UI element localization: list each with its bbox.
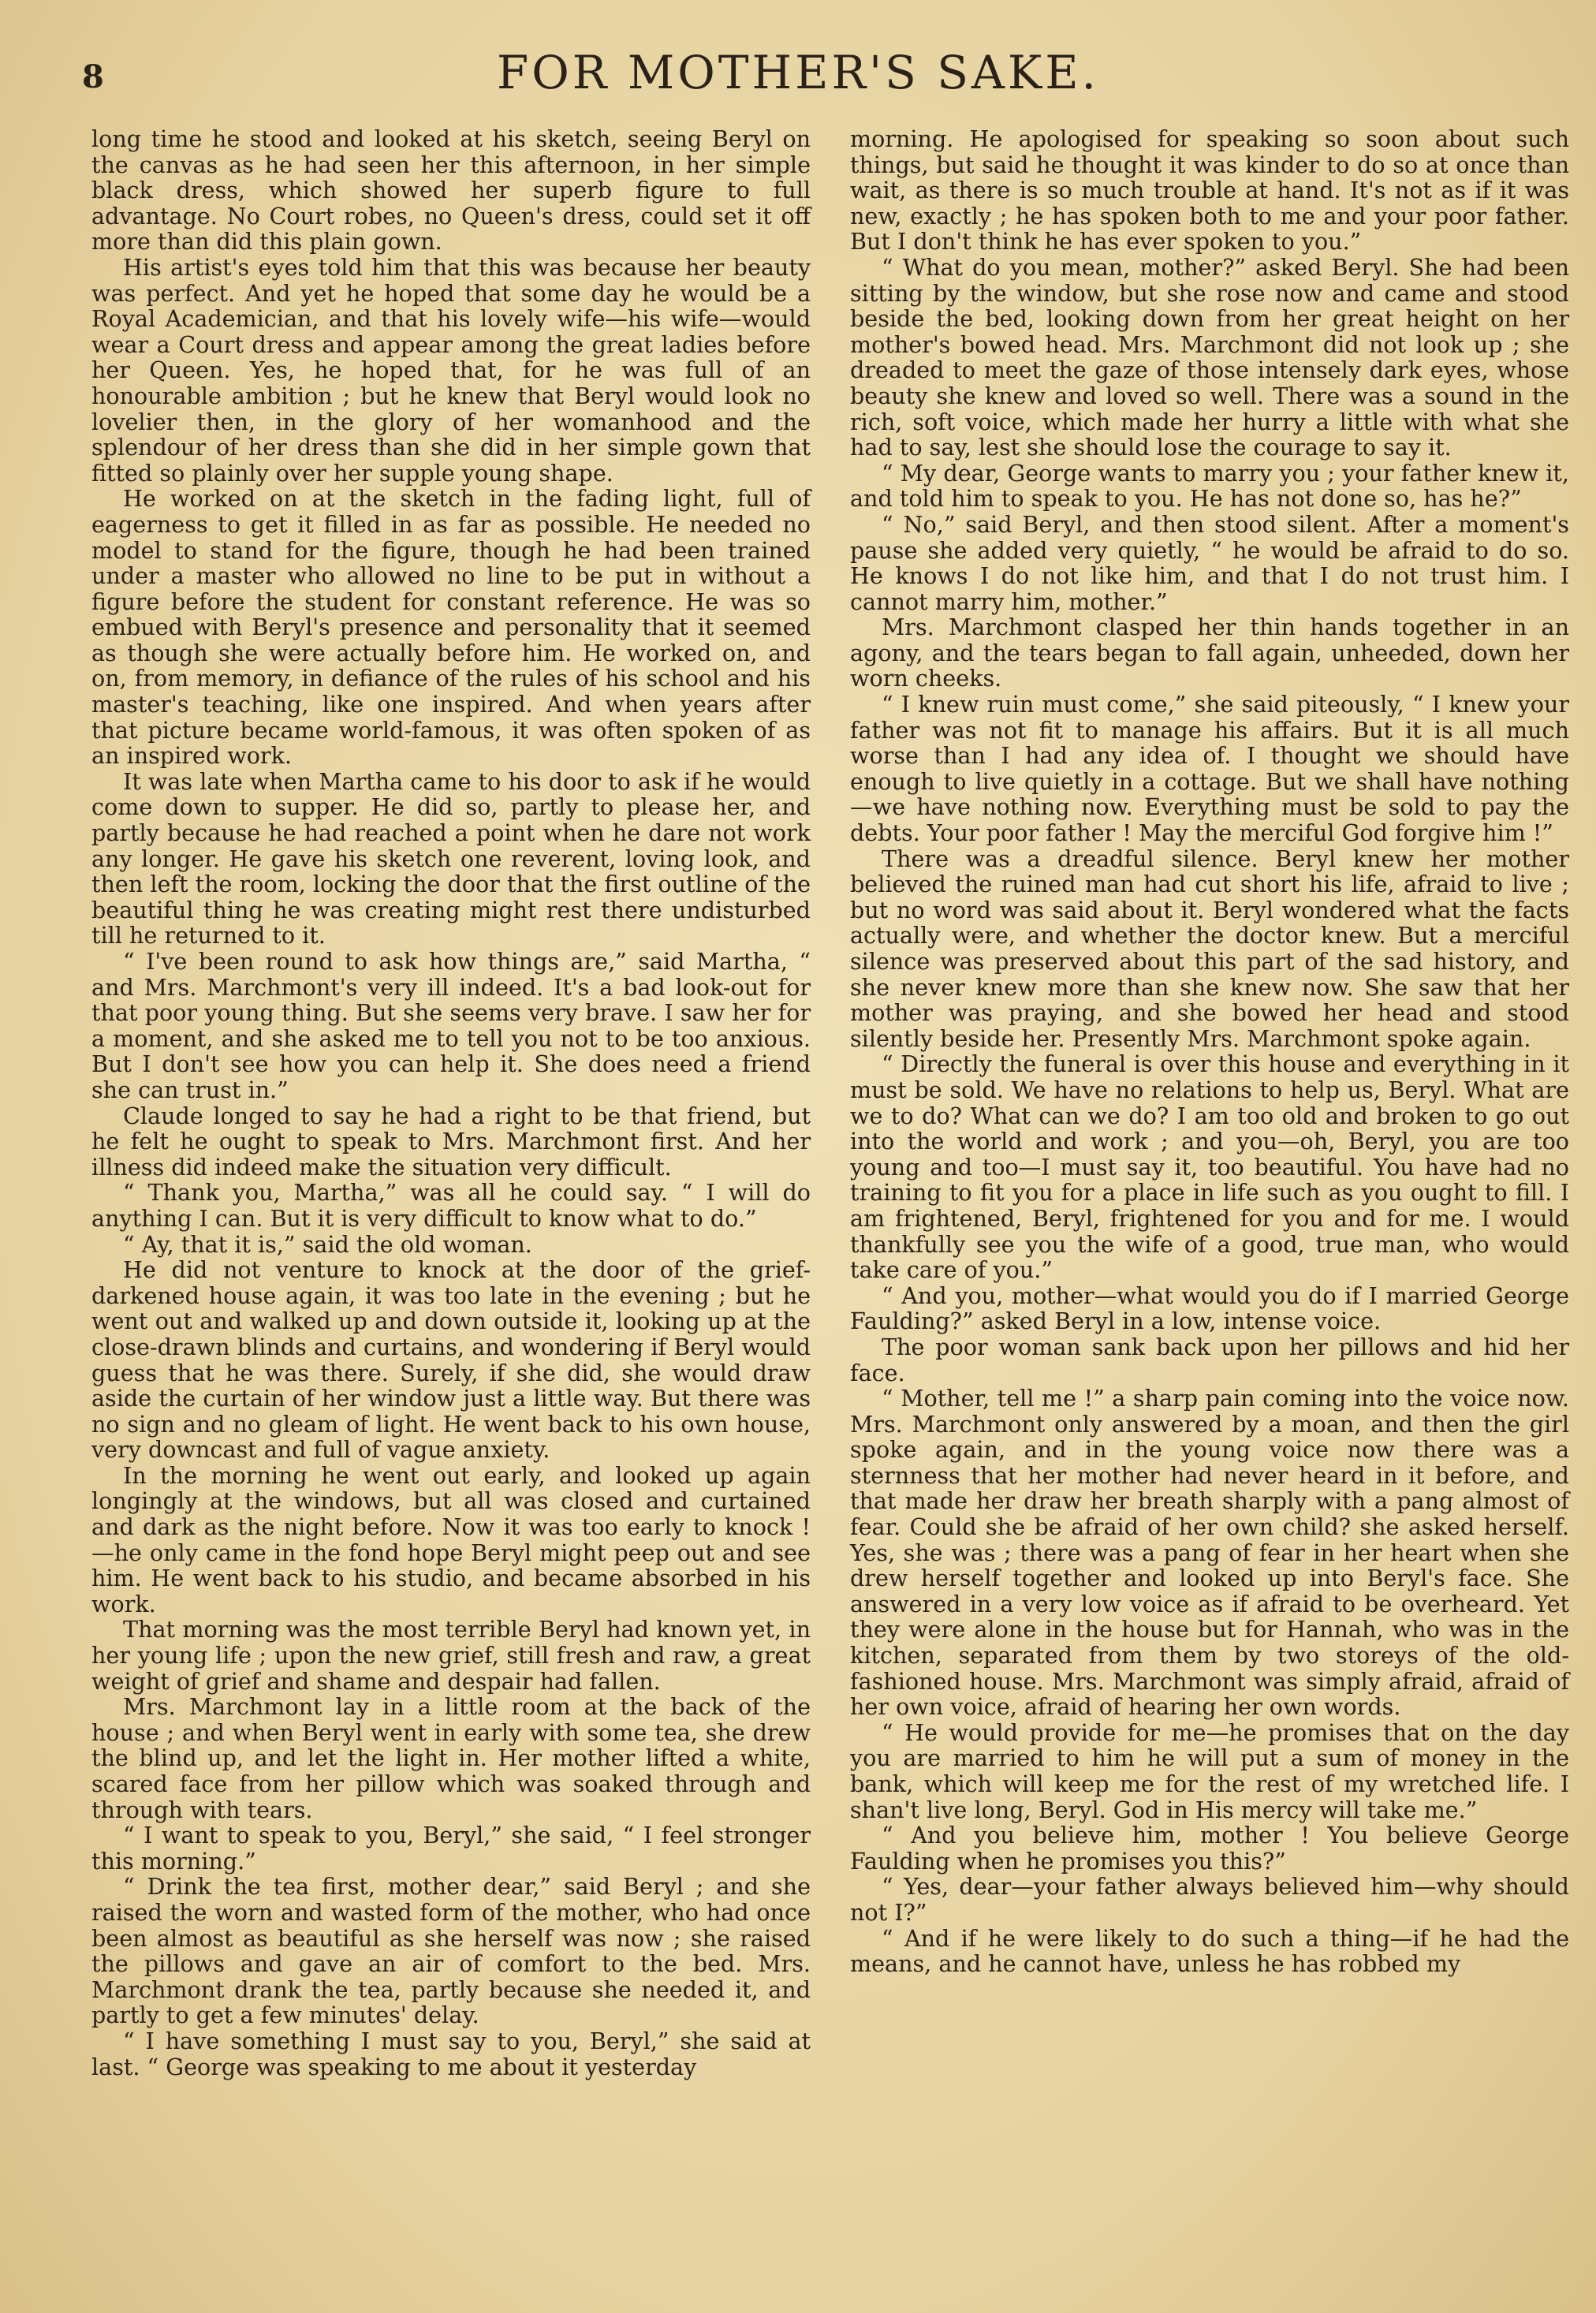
paragraph: It was late when Martha came to his door to ask if he would come down to supper. He did so, partly to please her, and partly because he had reached a point when he dare not work any longer. He gave his sketch one reverent, loving look, and then left the room, locking the door that the first outline of the beautiful thing he was creating might rest there undisturbed till he returned to it. bbox=[91, 767, 811, 949]
paragraph: “ No,” said Beryl, and then stood silent. After a moment's pause she added very quietly, “ he would be afraid to do so. He knows I do not like him, and that I do not trust him. I cannot marry him, mother.” bbox=[850, 510, 1569, 615]
paragraph: Mrs. Marchmont lay in a little room at the back of the house ; and when Beryl went in early with some tea, she drew the blind up, and let the light in. Her mother lifted a white, scared face from her pillow which was soaked through and through with tears. bbox=[91, 1693, 811, 1823]
paragraph: “ Mother, tell me !” a sharp pain coming into the voice now. Mrs. Marchmont only answered by a moan, and then the girl spoke again, and in the young voice now there was a sternness that her mother had never heard in it before, and that made her draw her breath sharply with a pang almost of fear. Could she be afraid of her own child? she asked herself. Yes, she was ; there was a pang of fear in her heart when she drew herself together and looked up into Beryl's face. She answered in a very low voice as if afraid to be overheard. Yet they were alone in the house but for Hannah, who was in the kitchen, separated from them by two storeys of the old-fashioned house. Mrs. Marchmont was simply afraid, afraid of her own voice, afraid of hearing her own words. bbox=[850, 1385, 1569, 1721]
paragraph: “ I knew ruin must come,” she said piteously, “ I knew your father was not fit to manage his affairs. But it is all much worse than I had any idea of. I thought we should have enough to live quietly in a cottage. But we shall have nothing—we have nothing now. Everything must be sold to pay the debts. Your poor father ! May the merciful God forgive him !” bbox=[850, 691, 1569, 847]
paragraph: “ I want to speak to you, Beryl,” she said, “ I feel stronger this morning.” bbox=[91, 1822, 811, 1875]
paragraph: Mrs. Marchmont clasped her thin hands together in an agony, and the tears began to fall again, unheeded, down her worn cheeks. bbox=[850, 614, 1569, 692]
paragraph: “ Directly the funeral is over this house and everything in it must be sold. We have no relations to help us, Beryl. What are we to do? What can we do? I am too old and broken to go out into the world and work ; and you—oh, Beryl, you are too young and too—I must say it, too beautiful. You have had no training to fit you for a place in life such as you ought to fill. I am frightened, Beryl, frightened for you and for me. I would thankfully see you the wife of a good, true man, who would take care of you.” bbox=[850, 1050, 1569, 1284]
paragraph: There was a dreadful silence. Beryl knew her mother believed the ruined man had cut short his life, afraid to live ; but no word was said about it. Beryl wondered what the facts actually were, and whether the doctor knew. But a merciful silence was preserved about this part of the sad history, and she never knew more than she knew now. She saw that her mother was praying, and she bowed her head and stood silently beside her. Presently Mrs. Marchmont spoke again. bbox=[850, 845, 1569, 1052]
paragraph: He did not venture to knock at the door of the grief-darkened house again, it was too late in the evening ; but he went out and walked up and down outside it, looking up at the close-drawn blinds and curtains, and wondering if Beryl would guess that he was there. Surely, if she did, she would draw aside the curtain of her window just a little way. But there was no sign and no gleam of light. He went back to his own house, very downcast and full of vague anxiety. bbox=[91, 1256, 811, 1464]
text-column-right bbox=[850, 126, 1569, 1977]
paragraph: He worked on at the sketch in the fading light, full of eagerness to get it filled in as far as possible. He needed no model to stand for the figure, though he had been trained under a master who allowed no line to be put in without a figure before the student for constant reference. He was so embued with Beryl's presence and personality that it seemed as though she were actually before him. He worked on, and on, from memory, in defiance of the rules of his school and his master's teaching, like one inspired. And when years after that picture became world-famous, it was often spoken of as an inspired work. bbox=[91, 485, 811, 770]
paragraph: “ Drink the tea first, mother dear,” said Beryl ; and she raised the worn and wasted form of the mother, who had once been almost as beautiful as she herself was now ; she raised the pillows and gave an air of comfort to the bed. Mrs. Marchmont drank the tea, partly because she needed it, and partly to get a few minutes' delay. bbox=[91, 1873, 811, 2029]
paragraph: His artist's eyes told him that this was because her beauty was perfect. And yet he hoped that some day he would be a Royal Academician, and that his lovely wife—his wife—would wear a Court dress and appear among the great ladies before her Queen. Yes, he hoped that, for he was full of an honourable ambition ; but he knew that Beryl would look no lovelier then, in the glory of her womanhood and the splendour of her dress than she did in her simple gown that fitted so plainly over her supple young shape. bbox=[91, 253, 811, 487]
paragraph: “ Yes, dear—your father always believed him—why should not I?” bbox=[850, 1873, 1569, 1926]
paragraph: “ I have something I must say to you, Beryl,” she said at last. “ George was speaking to me about it yesterday bbox=[91, 2027, 811, 2080]
paragraph: Claude longed to say he had a right to be that friend, but he felt he ought to speak to Mrs. Marchmont first. And her illness did indeed make the situation very difficult. bbox=[91, 1102, 811, 1181]
paragraph: That morning was the most terrible Beryl had known yet, in her young life ; upon the new grief, still fresh and raw, a great weight of grief and shame and despair had fallen. bbox=[91, 1616, 811, 1695]
paragraph: “ And you believe him, mother ! You believe George Faulding when he promises you this?” bbox=[850, 1822, 1569, 1875]
paragraph: “ Ay, that it is,” said the old woman. bbox=[123, 1230, 532, 1258]
paragraph: “ My dear, George wants to marry you ; your father knew it, and told him to speak to you. He has not done so, has he?” bbox=[850, 459, 1569, 513]
paragraph: The poor woman sank back upon her pillows and hid her face. bbox=[850, 1333, 1569, 1386]
paragraph: morning. He apologised for speaking so soon about such things, but said he thought it was kinder to do so at once than wait, as there is so much trouble at hand. It's not as if it was new, exactly ; he has spoken both to me and your poor father. But I don't think he has ever spoken to you.” bbox=[850, 125, 1569, 256]
paragraph: “ I've been round to ask how things are,” said Martha, “ and Mrs. Marchmont's very ill indeed. It's a bad look-out for that poor young thing. But she seems very brave. I saw her for a moment, and she asked me to tell you not to be too anxious. But I don't see how you can help it. She does need a friend she can trust in.” bbox=[91, 948, 811, 1103]
paragraph: “ Thank you, Martha,” was all he could say. “ I will do anything I can. But it is very difficult to know what to do.” bbox=[91, 1179, 811, 1232]
paragraph: “ And if he were likely to do such a thing—if he had the means, and he cannot have, unless he has robbed my bbox=[850, 1924, 1569, 1978]
paragraph: “ What do you mean, mother?” asked Beryl. She had been sitting by the window, but she rose now and came and stood beside the bed, looking down from her great height on her mother's bowed head. Mrs. Marchmont did not look up ; she dreaded to meet the gaze of those intensely dark eyes, whose beauty she knew and loved so well. There was a sound in the rich, soft voice, which made her hurry a little with what she had to say, lest she should lose the courage to say it. bbox=[850, 253, 1569, 461]
running-title: FOR MOTHER'S SAKE. bbox=[497, 46, 1099, 99]
page-number: 8 bbox=[82, 58, 104, 95]
paragraph: In the morning he went out early, and looked up again longingly at the windows, but all was closed and curtained and dark as the night before. Now it was too early to knock !—he only came in the fond hope Beryl might peep out and see him. He went back to his studio, and became absorbed in his work. bbox=[91, 1461, 811, 1617]
text-column-left bbox=[91, 126, 811, 2080]
paragraph: long time he stood and looked at his sketch, seeing Beryl on the canvas as he had seen her this afternoon, in her simple black dress, which showed her superb figure to full advantage. No Court robes, no Queen's dress, could set it off more than did this plain gown. bbox=[91, 125, 811, 256]
paragraph: “ And you, mother—what would you do if I married George Faulding?” asked Beryl in a low, intense voice. bbox=[850, 1281, 1569, 1335]
paragraph: “ He would provide for me—he promises that on the day you are married to him he will put a sum of money in the bank, which will keep me for the rest of my wretched life. I shan't live long, Beryl. God in His mercy will take me.” bbox=[850, 1718, 1569, 1823]
